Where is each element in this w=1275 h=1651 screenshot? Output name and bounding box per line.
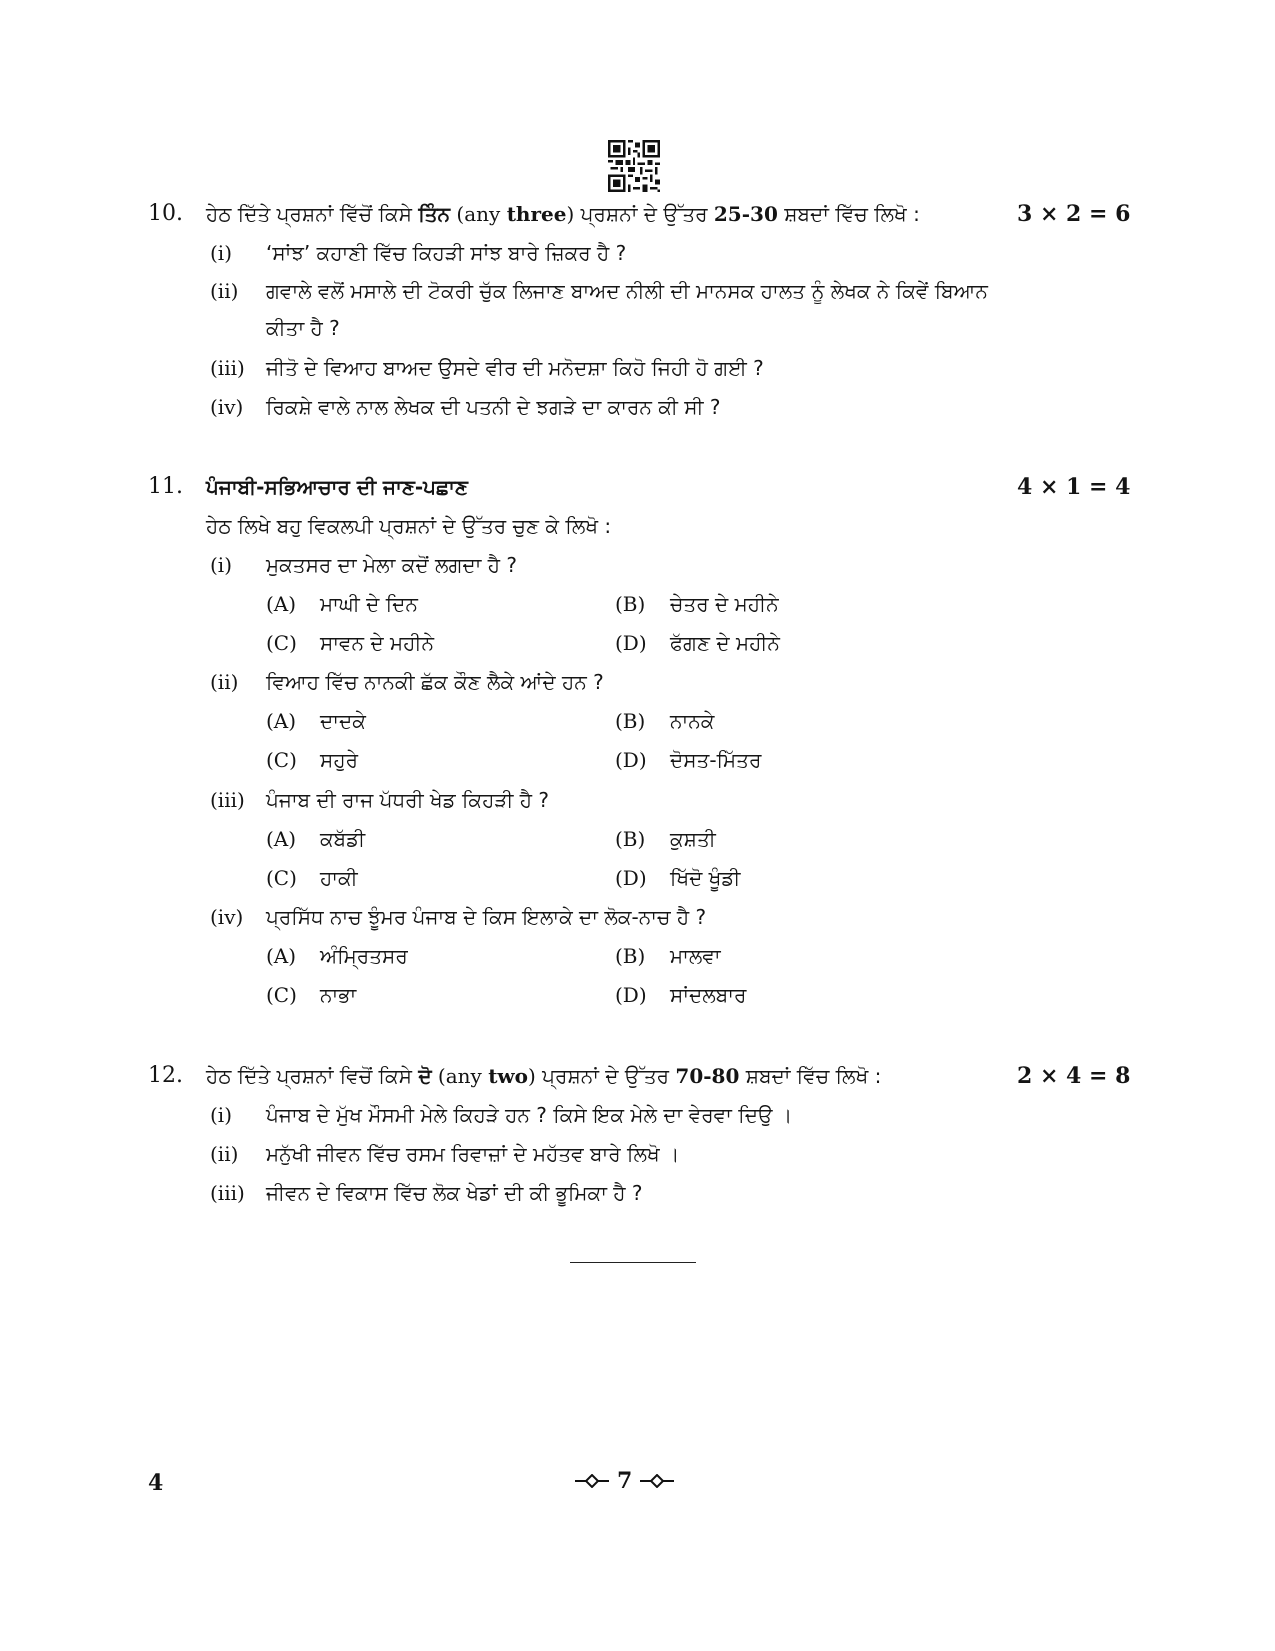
qr-code bbox=[608, 140, 660, 192]
option-text: ਕੁਸ਼ਤੀ bbox=[670, 827, 716, 851]
paper-code: 4 bbox=[148, 1470, 164, 1496]
question-number: 12. bbox=[148, 1063, 183, 1088]
question-text: ਪੰਜਾਬ ਦੀ ਰਾਜ ਪੱਧਰੀ ਖੇਡ ਕਿਹੜੀ ਹੈ ? bbox=[266, 788, 550, 812]
option-label: (C) bbox=[266, 983, 297, 1007]
item-number: (iv) bbox=[210, 395, 244, 419]
question-number: 11. bbox=[148, 474, 183, 499]
end-divider bbox=[570, 1262, 696, 1263]
ornament-left-icon bbox=[575, 1474, 609, 1488]
option-label: (A) bbox=[266, 944, 297, 968]
option-text: ਖਿੱਦੋ ਖੂੰਡੀ bbox=[670, 866, 741, 890]
question-text: ਪੰਜਾਬ ਦੇ ਮੁੱਖ ਮੌਸਮੀ ਮੇਲੇ ਕਿਹੜੇ ਹਨ ? ਕਿਸੇ ਇਕ ਮੇਲੇ ਦਾ ਵੇਰਵਾ ਦਿਉ । bbox=[266, 1103, 793, 1127]
option-label: (C) bbox=[266, 631, 297, 655]
page-number-text: 7 bbox=[617, 1468, 633, 1494]
item-number: (ii) bbox=[210, 1142, 239, 1166]
question-text: ਰਿਕਸ਼ੇ ਵਾਲੇ ਨਾਲ ਲੇਖਕ ਦੀ ਪਤਨੀ ਦੇ ਝਗੜੇ ਦਾ ਕਾਰਨ ਕੀ ਸੀ ? bbox=[266, 395, 721, 419]
option-text: ਨਾਨਕੇ bbox=[670, 709, 715, 733]
option-text: ਨਾਭਾ bbox=[320, 983, 357, 1007]
question-text: ਜੀਵਨ ਦੇ ਵਿਕਾਸ ਵਿੱਚ ਲੋਕ ਖੇਡਾਂ ਦੀ ਕੀ ਭੂਮਿਕਾ ਹੈ ? bbox=[266, 1181, 643, 1205]
question-instruction: ਹੇਠ ਦਿੱਤੇ ਪ੍ਰਸ਼ਨਾਂ ਵਿਚੋਂ ਕਿਸੇ ਦੋ (any two) ਪ੍ਰਸ਼ਨਾਂ ਦੇ ਉੱਤਰ 70-80 ਸ਼ਬਦਾਂ ਵਿੱਚ ਲਿਖੋ : bbox=[206, 1064, 882, 1088]
item-number: (iii) bbox=[210, 788, 245, 812]
question-text-continued: ਕੀਤਾ ਹੈ ? bbox=[266, 316, 340, 340]
question-text: ਗਵਾਲੇ ਵਲੋਂ ਮਸਾਲੇ ਦੀ ਟੋਕਰੀ ਚੁੱਕ ਲਿਜਾਣ ਬਾਅਦ ਨੀਲੀ ਦੀ ਮਾਨਸਕ ਹਾਲਤ ਨੂੰ ਲੇਖਕ ਨੇ ਕਿਵੇਂ ਬਿਆਨ bbox=[266, 279, 988, 303]
option-label: (B) bbox=[615, 592, 646, 616]
item-number: (iii) bbox=[210, 356, 245, 380]
option-text: ਹਾਕੀ bbox=[320, 866, 358, 890]
question-number: 10. bbox=[148, 201, 183, 226]
item-number: (i) bbox=[210, 553, 233, 577]
option-label: (D) bbox=[615, 983, 647, 1007]
option-label: (B) bbox=[615, 944, 646, 968]
item-number: (i) bbox=[210, 241, 233, 265]
option-label: (A) bbox=[266, 709, 297, 733]
question-text: ਪ੍ਰਸਿੱਧ ਨਾਚ ਝੂੰਮਰ ਪੰਜਾਬ ਦੇ ਕਿਸ ਇਲਾਕੇ ਦਾ ਲੋਕ-ਨਾਚ ਹੈ ? bbox=[266, 905, 707, 929]
item-number: (iii) bbox=[210, 1181, 245, 1205]
option-label: (D) bbox=[615, 631, 647, 655]
page-number bbox=[575, 1468, 674, 1494]
option-text: ਮਾਲਵਾ bbox=[670, 944, 721, 968]
option-text: ਮਾਘੀ ਦੇ ਦਿਨ bbox=[320, 592, 418, 616]
option-text: ਦੋਸਤ-ਮਿੱਤਰ bbox=[670, 748, 762, 772]
option-text: ਕਬੱਡੀ bbox=[320, 827, 366, 851]
question-text: ‘ਸਾਂਝ’ ਕਹਾਣੀ ਵਿੱਚ ਕਿਹੜੀ ਸਾਂਝ ਬਾਰੇ ਜ਼ਿਕਰ ਹੈ ? bbox=[266, 241, 627, 265]
marks-label: 3 × 2 = 6 bbox=[1017, 201, 1131, 227]
option-label: (B) bbox=[615, 709, 646, 733]
item-number: (iv) bbox=[210, 905, 244, 929]
section-title: ਪੰਜਾਬੀ-ਸਭਿਆਚਾਰ ਦੀ ਜਾਣ-ਪਛਾਣ bbox=[206, 475, 468, 499]
question-text: ਮੁਕਤਸਰ ਦਾ ਮੇਲਾ ਕਦੋਂ ਲਗਦਾ ਹੈ ? bbox=[266, 553, 517, 577]
item-number: (i) bbox=[210, 1103, 233, 1127]
option-text: ਸਾਂਦਲਬਾਰ bbox=[670, 983, 747, 1007]
option-label: (A) bbox=[266, 592, 297, 616]
option-text: ਫੱਗਣ ਦੇ ਮਹੀਨੇ bbox=[670, 631, 780, 655]
marks-label: 4 × 1 = 4 bbox=[1017, 474, 1131, 500]
option-text: ਸਾਵਨ ਦੇ ਮਹੀਨੇ bbox=[320, 631, 434, 655]
item-number: (ii) bbox=[210, 670, 239, 694]
question-instruction: ਹੇਠ ਲਿਖੇ ਬਹੁ ਵਿਕਲਪੀ ਪ੍ਰਸ਼ਨਾਂ ਦੇ ਉੱਤਰ ਚੁਣ ਕੇ ਲਿਖੋ : bbox=[206, 514, 612, 538]
item-number: (ii) bbox=[210, 279, 239, 303]
option-label: (B) bbox=[615, 827, 646, 851]
option-text: ਅੰਮ੍ਰਿਤਸਰ bbox=[320, 944, 408, 968]
question-instruction: ਹੇਠ ਦਿੱਤੇ ਪ੍ਰਸ਼ਨਾਂ ਵਿੱਚੋਂ ਕਿਸੇ ਤਿੰਨ (any three) ਪ੍ਰਸ਼ਨਾਂ ਦੇ ਉੱਤਰ 25-30 ਸ਼ਬਦਾਂ ਵਿੱਚ ਲਿਖੋ : bbox=[206, 202, 920, 226]
question-text: ਮਨੁੱਖੀ ਜੀਵਨ ਵਿੱਚ ਰਸਮ ਰਿਵਾਜ਼ਾਂ ਦੇ ਮਹੱਤਵ ਬਾਰੇ ਲਿਖੋ । bbox=[266, 1142, 680, 1166]
option-label: (D) bbox=[615, 866, 647, 890]
question-text: ਜੀਤੋ ਦੇ ਵਿਆਹ ਬਾਅਦ ਉਸਦੇ ਵੀਰ ਦੀ ਮਨੋਦਸ਼ਾ ਕਿਹੋ ਜਿਹੀ ਹੋ ਗਈ ? bbox=[266, 356, 764, 380]
question-text: ਵਿਆਹ ਵਿੱਚ ਨਾਨਕੀ ਛੱਕ ਕੌਣ ਲੈਕੇ ਆਂਦੇ ਹਨ ? bbox=[266, 670, 604, 694]
option-text: ਦਾਦਕੇ bbox=[320, 709, 366, 733]
option-label: (C) bbox=[266, 866, 297, 890]
option-text: ਚੇਤਰ ਦੇ ਮਹੀਨੇ bbox=[670, 592, 779, 616]
ornament-right-icon bbox=[640, 1474, 674, 1488]
marks-label: 2 × 4 = 8 bbox=[1017, 1063, 1131, 1089]
option-label: (A) bbox=[266, 827, 297, 851]
option-label: (D) bbox=[615, 748, 647, 772]
option-label: (C) bbox=[266, 748, 297, 772]
option-text: ਸਹੁਰੇ bbox=[320, 748, 358, 772]
